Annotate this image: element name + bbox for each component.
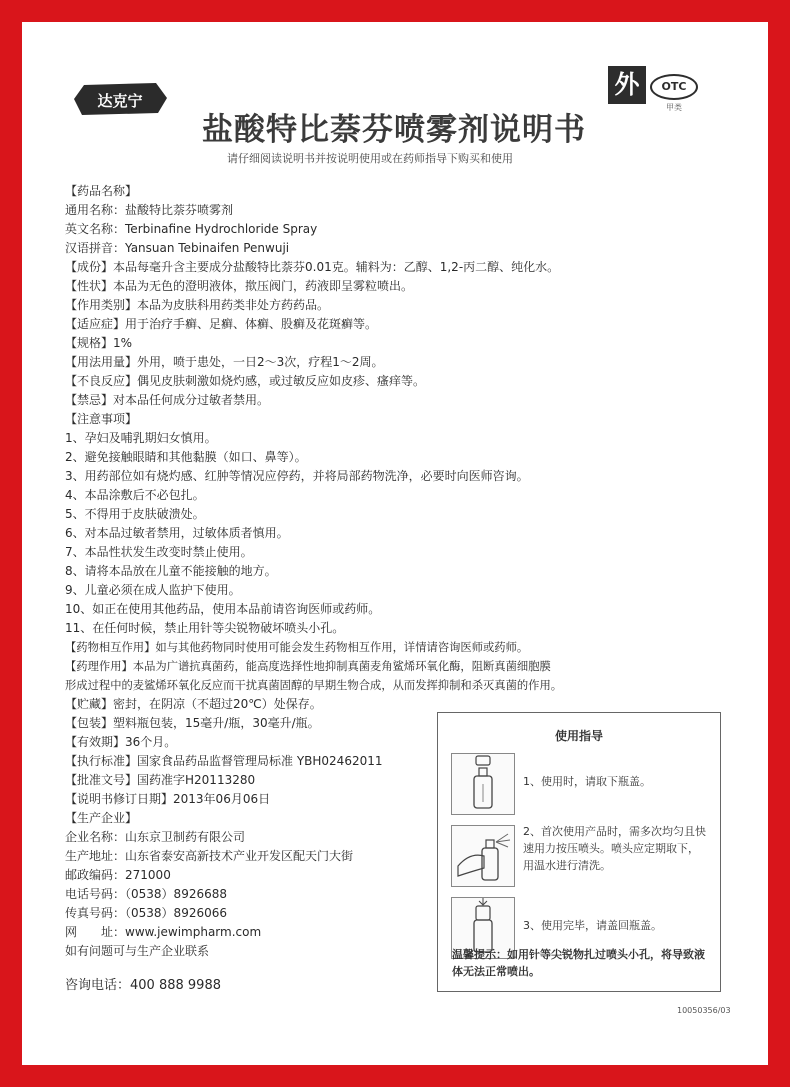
section-ingredients: 【成份】本品每毫升含主要成分盐酸特比萘芬0.01克。辅料为：乙醇、1,2-丙二醇、纯化水。 [65, 260, 560, 274]
precaution-item: 7、本品性状发生改变时禁止使用。 [65, 545, 253, 559]
external-use-badge: 外 [608, 66, 646, 104]
brand-name: 达克宁 [97, 92, 143, 110]
section-precautions: 【注意事项】 [65, 412, 138, 426]
document-subtitle: 请仔细阅读说明书并按说明使用或在药师指导下购买和使用 [227, 152, 513, 165]
precaution-item: 8、请将本品放在儿童不能接触的地方。 [65, 564, 277, 578]
section-revision-date: 【说明书修订日期】2013年06月06日 [65, 792, 271, 806]
precaution-item: 9、儿童必须在成人监护下使用。 [65, 583, 241, 597]
section-standard: 【执行标准】国家食品药品监督管理局标准 YBH02462011 [65, 754, 383, 768]
section-interactions: 【药物相互作用】如与其他药物同时使用可能会发生药物相互作用，详情请咨询医师或药师。 [65, 641, 529, 654]
spray-press-icon [451, 825, 515, 887]
fax-number: 传真号码：（0538）8926066 [65, 906, 227, 920]
precaution-item: 6、对本品过敏者禁用，过敏体质者慎用。 [65, 526, 289, 540]
pinyin-name: 汉语拼音：Yansuan Tebinaifen Penwuji [65, 241, 290, 255]
precaution-item: 10、如正在使用其他药品，使用本品前请咨询医师或药师。 [65, 602, 381, 616]
precaution-item: 3、用药部位如有烧灼感、红肿等情况应停药，并将局部药物洗净，必要时向医师咨询。 [65, 469, 529, 483]
postal-code: 邮政编码：271000 [65, 868, 171, 882]
usage-tip: 温馨提示：如用针等尖锐物扎过喷头小孔，将导致液体无法正常喷出。 [452, 948, 705, 978]
usage-guide-title: 使用指导 [554, 729, 603, 743]
usage-step-text: 2、首次使用产品时，需多次均匀且快速用力按压喷头。喷头应定期取下，用温水进行清洗。 [523, 825, 706, 872]
section-approval-number: 【批准文号】国药准字H20113280 [65, 773, 256, 787]
contact-note: 如有问题可与生产企业联系 [65, 944, 210, 958]
section-packaging: 【包装】塑料瓶包装，15毫升/瓶，30毫升/瓶。 [65, 716, 320, 730]
section-description: 【性状】本品为无色的澄明液体，揿压阀门，药液即呈雾粒喷出。 [65, 279, 414, 293]
generic-name: 通用名称：盐酸特比萘芬喷雾剂 [65, 203, 234, 217]
precaution-item: 5、不得用于皮肤破溃处。 [65, 507, 205, 521]
usage-step [451, 753, 713, 813]
precaution-item: 2、避免接触眼睛和其他黏膜（如口、鼻等）。 [65, 450, 307, 464]
section-contraindications: 【禁忌】对本品任何成分过敏者禁用。 [65, 393, 270, 407]
section-pharmacology: 【药理作用】本品为广谱抗真菌药，能高度选择性地抑制真菌麦角鲨烯环氧化酶，阻断真菌细胞膜 [65, 660, 551, 673]
section-category: 【作用类别】本品为皮肤科用药类非处方药药品。 [65, 298, 330, 312]
usage-step [451, 825, 713, 885]
otc-class-label: 甲类 [666, 103, 682, 112]
usage-guide-box [437, 712, 721, 992]
consult-phone: 咨询电话：400 888 9988 [65, 978, 221, 993]
section-dosage: 【用法用量】外用，喷于患处，一日2～3次，疗程1～2周。 [65, 355, 384, 369]
company-address: 生产地址：山东省泰安高新技术产业开发区配天门大街 [65, 849, 354, 863]
section-storage: 【贮藏】密封，在阴凉（不超过20℃）处保存。 [65, 697, 322, 711]
english-name: 英文名称：Terbinafine Hydrochloride Spray [65, 222, 318, 236]
section-indications: 【适应症】用于治疗手癣、足癣、体癣、股癣及花斑癣等。 [65, 317, 378, 331]
usage-step-text: 1、使用时，请取下瓶盖。 [523, 775, 651, 788]
brand-logo [70, 80, 170, 118]
document-title: 盐酸特比萘芬喷雾剂说明书 [202, 112, 586, 148]
section-manufacturer: 【生产企业】 [65, 811, 138, 825]
section-expiry: 【有效期】36个月。 [65, 735, 177, 749]
phone-number: 电话号码：（0538）8926688 [65, 887, 227, 901]
pharmacology-continued: 形成过程中的麦鲨烯环氧化反应而干扰真菌固醇的早期生物合成，从而发挥抑制和杀灭真菌的作用。 [65, 679, 563, 692]
section-adverse-reactions: 【不良反应】偶见皮肤刺激如烧灼感，或过敏反应如皮疹、瘙痒等。 [65, 374, 426, 388]
leaflet-sheet [22, 22, 768, 1065]
website: 网 址：www.jewimpharm.com [65, 925, 262, 939]
leaflet-code: 10050356/03 [677, 1006, 731, 1015]
usage-step-text: 3、使用完毕，请盖回瓶盖。 [523, 919, 662, 932]
precaution-item: 1、孕妇及哺乳期妇女慎用。 [65, 431, 217, 445]
precaution-item: 11、在任何时候，禁止用针等尖锐物破坏喷头小孔。 [65, 621, 345, 635]
precaution-item: 4、本品涂敷后不必包扎。 [65, 488, 205, 502]
section-drug-name: 【药品名称】 [65, 184, 138, 198]
company-name: 企业名称：山东京卫制药有限公司 [65, 830, 246, 844]
spray-bottle-cap-off-icon [451, 753, 515, 815]
otc-logo: OTC [650, 74, 698, 100]
section-strength: 【规格】1% [65, 336, 133, 350]
